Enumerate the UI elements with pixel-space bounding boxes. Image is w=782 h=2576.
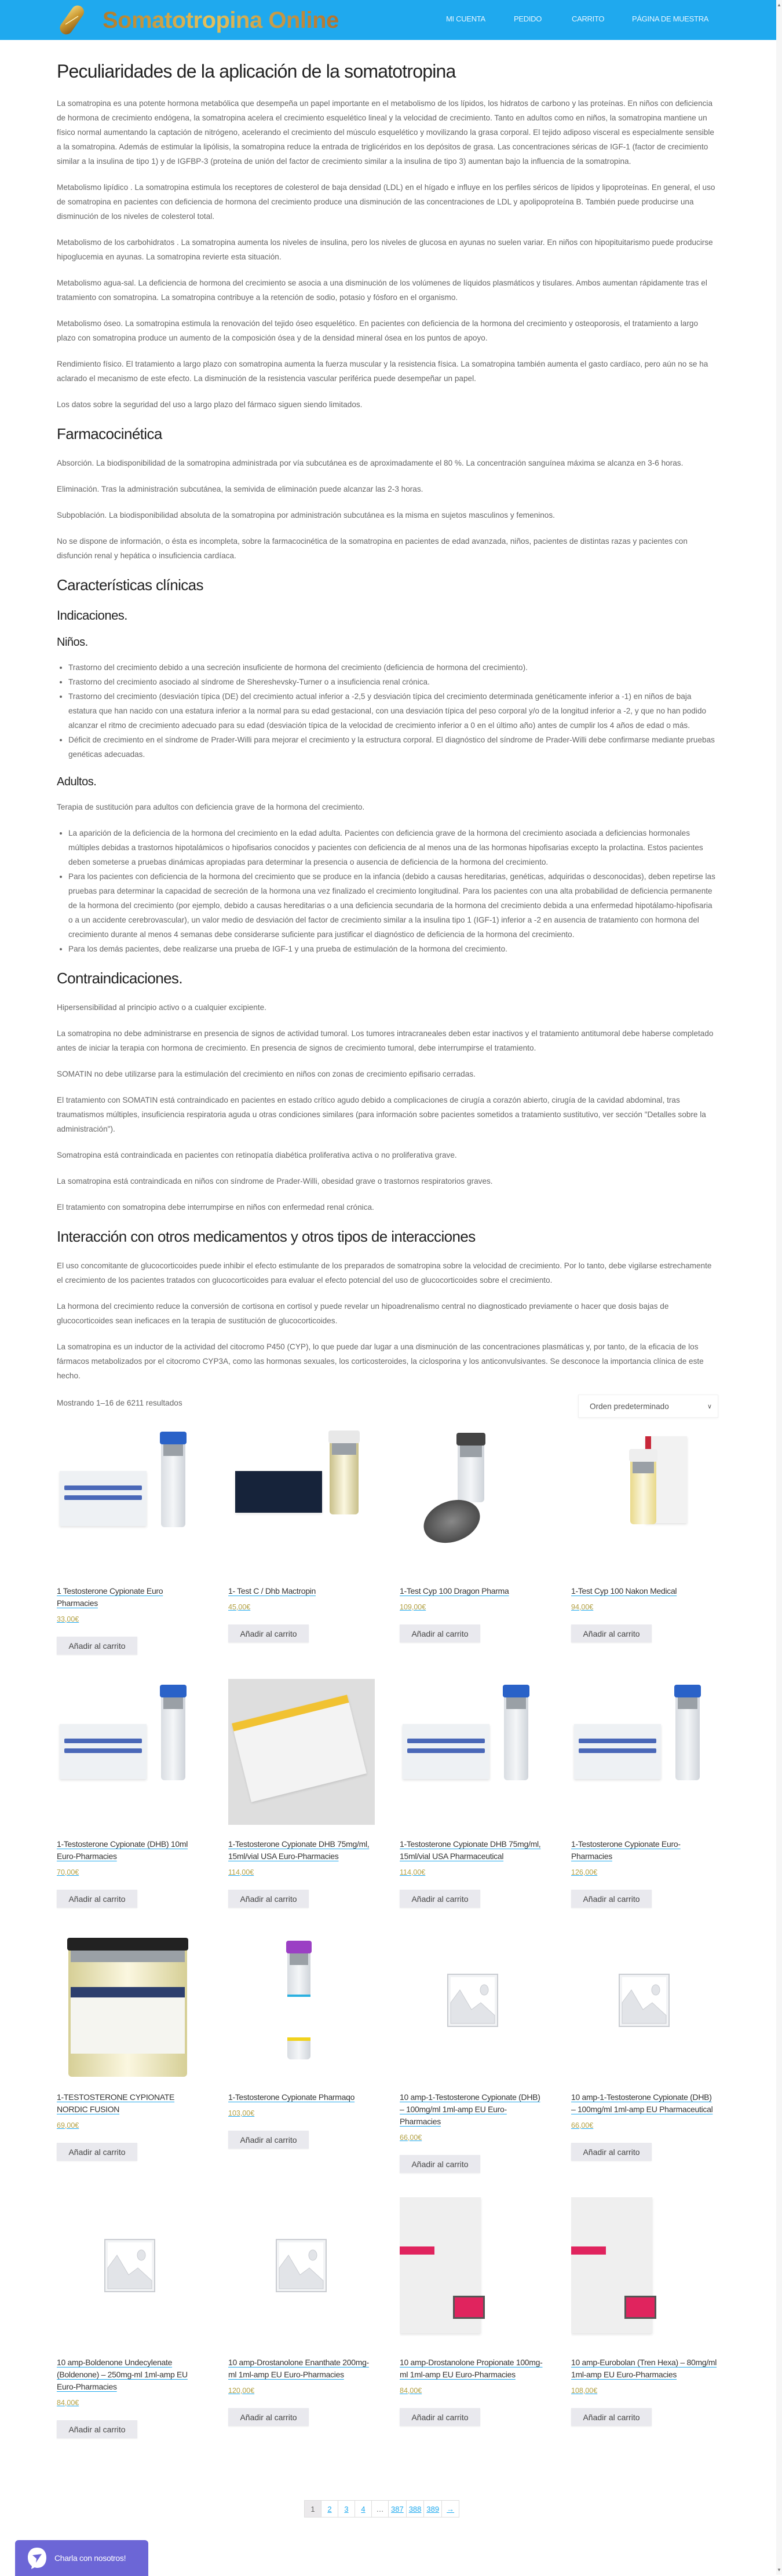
product-card [57,1932,203,2161]
product-box [60,1471,147,1526]
vial-neck [290,1953,308,1965]
box-red-tag [400,2246,434,2255]
product-card [400,1932,546,2173]
product-card [57,2197,203,2438]
paragraph: Metabolismo lipídico . La somatropina estimula los receptores de colesterol de baja densidad (LDL) en el hígado e influye en los perfiles séricos de lípidos y lipoproteínas. En general, el uso de somatropina en pacientes con deficiencia de hormona del crecimiento produce una disminución de las concentraciones de LDL y apolipoproteína B. También puede producirse una disminución de los niveles de colesterol total. [57,183,715,221]
box-label-stripe [407,1748,485,1753]
box-label-stripe [407,1739,485,1743]
chat-button[interactable] [15,2540,148,2576]
page-ellipsis: … [372,2501,389,2517]
vial-cap [503,1685,529,1697]
vial-cap [629,1449,657,1462]
box-label-stripe [64,1485,142,1490]
product-price: 94,00€ [571,1603,594,1611]
vial-shape [630,1449,656,1524]
product-image[interactable] [228,2197,375,2343]
vial-shape [330,1430,359,1514]
product-price: 103,00€ [228,2109,255,2117]
product-card [400,2197,546,2426]
site-header [0,0,776,40]
product-price: 114,00€ [228,1868,254,1876]
product-price: 33,00€ [57,1615,79,1623]
product-price: 114,00€ [400,1868,426,1876]
product-image[interactable] [228,1932,375,2078]
add-to-cart-button[interactable]: Añadir al carrito [400,2155,480,2173]
box-label-stripe [579,1739,656,1743]
image-placeholder-icon [104,2239,155,2292]
product-card [571,1426,718,1642]
product-price: 126,00€ [571,1868,598,1876]
box-label-stripe [64,1739,142,1743]
vial-neck [71,1951,185,1962]
paragraph: No se dispone de información, o ésta es incompleta, sobre la farmacocinética de la somatropina en pacientes de edad avanzada, niños, pacientes de distintas razas y pacientes con disfunción renal y hepática o insuficiencia cardíaca. [57,537,688,560]
product-card [571,1679,718,1908]
orderby-select[interactable] [578,1395,718,1418]
add-to-cart-button[interactable]: Añadir al carrito [228,1890,309,1908]
nav-carrito[interactable]: CARRITO [572,14,605,23]
vial-neck [163,1697,183,1709]
product-card [57,1426,203,1655]
product-card [571,2197,718,2426]
vial-cap [456,1433,485,1446]
product-image[interactable] [571,2197,718,2343]
list-item: • Para los pacientes con deficiencia de la hormona del crecimiento que se produce en la infancia (debido a causas hereditarias, genéticas, adquiridas o desconocidas), deben repetirse las pruebas para determinar la capacidad de secreción de la hormona una vez finalizado el crecimiento longitudinal. Para los pacientes con una alta probabilidad de deficiencia permanente de la hormona del crecimiento (por ejemplo, debido a causas hereditarias o a una deficiencia secundaria de la hormona del crecimiento debida a una enfermedad hipotálamo-hipofisaria o a un accidente cerebrovascular), un valor medio de desviación del factor de crecimiento similar a la insulina tipo 1 (IGF-1) inferior a -2 en ausencia de tratamiento con hormona del crecimiento durante al menos 4 semanas debe considerarse suficiente para justificar el diagnóstico de deficiencia de la hormona del crecimiento. [68,869,718,942]
page-link[interactable]: 3 [338,2501,355,2517]
pk-section [57,456,718,563]
scrollbar[interactable] [776,0,782,2575]
product-card [228,2197,375,2426]
site-logo[interactable] [57,5,339,35]
heading-indicaciones: Indicaciones. [57,608,127,623]
list-item: • Trastorno del crecimiento asociado al síndrome de Shereshevsky-Turner o a insuficiencia renal crónica. [68,675,718,689]
box-pink-label [453,2296,485,2319]
list-item: • Trastorno del crecimiento debido a una secreción insuficiente de hormona del crecimiento (deficiencia de hormona del crecimiento). [68,660,718,675]
list-item: • Déficit de crecimiento en el síndrome de Prader-Willi para mejorar el crecimiento y la estructura corporal. El diagnóstico del síndrome de Prader-Willi debe confirmarse mediante pruebas genéticas adecuadas. [68,733,718,762]
vial-cap [286,1941,312,1953]
add-to-cart-button[interactable]: Añadir al carrito [571,1890,652,1908]
product-title-link[interactable]: 1-Testosterone Cypionate DHB 75mg/ml, 15ml/vial USA Euro-Pharmacies [228,1839,370,1861]
product-image[interactable] [57,1679,203,1825]
page-link[interactable]: 389 [424,2501,442,2517]
adults-list [57,826,718,956]
vial-cap [160,1685,187,1697]
product-card [57,1679,203,1908]
product-card [228,1932,375,2149]
product-image[interactable] [228,1426,375,1572]
add-to-cart-button[interactable]: Añadir al carrito [57,2143,137,2161]
page-current: 1 [305,2501,321,2517]
product-title-link[interactable]: 1-Testosterone Cypionate (DHB) 10ml Euro-Pharmacies [57,1839,188,1861]
add-to-cart-button[interactable]: Añadir al carrito [400,1890,480,1908]
main-content [57,40,718,2438]
product-box [60,1724,147,1779]
add-to-cart-button[interactable]: Añadir al carrito [400,1624,480,1642]
paragraph: La somatropina no debe administrarse en presencia de signos de actividad tumoral. Los tumores intracraneales deben estar inactivos y el tratamiento antitumoral debe haberse completado antes de iniciar la terapia con hormona de crecimiento. En presencia de signos de crecimiento tumoral, debe interrumpirse el tratamiento. [57,1029,714,1052]
contra-section [57,1000,718,1214]
list-item: • La aparición de la deficiencia de la hormona del crecimiento en la edad adulta. Pacientes con deficiencia grave de la hormona del crecimiento asociada a deficiencias hormonales múltiples debidas a trastornos hipotalámicos o hipofisarios conocidos y pacientes con deficiencia de al menos una de las hormonas hipofisarias excepto la prolactina. Estos pacientes deben someterse a pruebas dinámicas apropiadas para determinar la presencia o ausencia de deficiencia de la hormona del crecimiento. [68,826,718,869]
pill-logo-icon [57,5,87,35]
box-pink-label [624,2296,656,2319]
vial-label [71,1987,185,2054]
product-image[interactable] [57,1932,203,2078]
page-link[interactable]: 388 [407,2501,425,2517]
product-price: 45,00€ [228,1603,251,1611]
list-item: • Trastorno del crecimiento (desviación típica (DE) del crecimiento actual inferior a -2,5 y desviación típica del crecimiento determinada genéticamente inferior a -1) en niños de baja estatura que han nacido con una estatura inferior a la normal para su edad gestacional, con una desviación típica del peso corporal y/o de la longitud inferior a -2, y que no han podido alcanzar el ritmo de crecimiento adecuado para su edad (desviación típica de la velocidad de crecimiento inferior a 0 en el último año) antes de cumplir los 4 años de edad o más. [68,689,718,733]
orderby-value: Orden predeterminado [590,1402,669,1411]
vial-neck [163,1444,183,1456]
paragraph: Somatropina está contraindicada en pacientes con retinopatía diabética proliferativa activa o no proliferativa grave. [57,1151,457,1159]
product-image[interactable] [400,1426,546,1572]
product-price: 70,00€ [57,1868,79,1876]
page-link[interactable]: 387 [389,2501,407,2517]
product-price: 84,00€ [400,2387,422,2395]
product-image[interactable] [57,2197,203,2343]
product-price: 66,00€ [400,2134,422,2142]
image-placeholder-icon [276,2239,327,2292]
heading-ninos: Niños. [57,636,88,649]
product-price: 69,00€ [57,2121,79,2129]
vial-shape [161,1432,185,1527]
product-box [403,1724,489,1779]
page-link[interactable]: 4 [355,2501,372,2517]
paragraph: La hormona del crecimiento reduce la conversión de cortisona en cortisol y puede revelar un hipoadrenalismo central no diagnosticado previamente o hacer que dosis bajas de glucocorticoides sean ineficaces en la terapia de sustitución de glucocorticoides. [57,1302,669,1325]
product-title-link[interactable]: 1-Testosterone Cypionate Euro-Pharmacies [571,1839,681,1861]
vial-cap [160,1432,187,1444]
product-card [400,1679,546,1908]
add-to-cart-button[interactable]: Añadir al carrito [57,1890,137,1908]
vial-cap [674,1685,701,1697]
page-title: Peculiaridades de la aplicación de la somatotropina [57,61,456,82]
add-to-cart-button[interactable]: Añadir al carrito [228,2131,309,2149]
product-box [574,1724,661,1779]
paragraph: Metabolismo agua-sal. La deficiencia de hormona del crecimiento se asocia a una disminución de los volúmenes de líquidos plasmáticos y tisulares. Ambos aumentan rápidamente tras el tratamiento con somatropina. La somatropina contribuye a la retención de sodio, potasio y fósforo en el organismo. [57,279,707,302]
add-to-cart-button[interactable]: Añadir al carrito [400,2408,480,2426]
product-title-link[interactable]: 10 amp-1-Testosterone Cypionate (DHB) – 100mg/ml 1ml-amp EU Euro-Pharmacies [400,2092,540,2126]
product-image[interactable] [400,1932,546,2078]
vial-label [287,1995,310,2041]
product-image[interactable] [228,1679,375,1825]
adults-intro: Terapia de sustitución para adultos con deficiencia grave de la hormona del crecimiento. [57,803,365,811]
result-count: Mostrando 1–16 de 6211 resultados [57,1398,182,1407]
paragraph: El tratamiento con SOMATIN está contraindicado en pacientes en estado crítico agudo debido a complicaciones de cirugía a corazón abierto, cirugía de la cavidad abdominal, tras traumatismos múltiples, insuficiencia respiratoria aguda u otras condiciones similares (para información sobre pacientes sometidos a tratamiento sustitutivo, ver sección "Detalles sobre la administración"). [57,1096,706,1133]
vial-neck [506,1697,526,1709]
product-title-link[interactable]: 1-Test Cyp 100 Nakon Medical [571,1586,677,1596]
product-image[interactable] [571,1679,718,1825]
add-to-cart-button[interactable]: Añadir al carrito [57,2420,137,2438]
pagination [304,2500,459,2518]
children-list [57,660,718,762]
product-image[interactable] [400,2197,546,2343]
vial-shape [161,1685,185,1780]
page-next-button[interactable]: → [447,2504,455,2513]
add-to-cart-button[interactable]: Añadir al carrito [571,1624,652,1642]
product-title-link[interactable]: 10 amp-Drostanolone Enanthate 200mg-ml 1ml-amp EU Euro-Pharmacies [228,2358,369,2379]
list-item: • Para los demás pacientes, debe realizarse una prueba de IGF-1 y una prueba de estimulación de la hormona del crecimiento. [68,942,718,956]
vial-neck [460,1446,482,1457]
vial-cap [67,1938,188,1951]
product-price: 66,00€ [571,2121,594,2129]
box-label-stripe [579,1748,656,1753]
add-to-cart-button[interactable]: Añadir al carrito [228,1624,309,1642]
product-price: 108,00€ [571,2387,598,2395]
add-to-cart-button[interactable]: Añadir al carrito [228,2408,309,2426]
heading-interacciones: Interacción con otros medicamentos y otros tipos de interacciones [57,1228,476,1245]
vial-neck [332,1443,356,1455]
scroll-down-arrow-icon[interactable]: ▼ [777,2567,781,2573]
product-title-link[interactable]: 1-Testosterone Cypionate Pharmaqo [228,2092,355,2102]
paragraph: Metabolismo de los carbohidratos . La somatropina aumenta los niveles de insulina, pero los niveles de glucosa en ayunas no suelen variar. En niños con hipopituitarismo puede producirse hipoglucemia en ayunas. La somatropina revierte esta situación. [57,238,713,261]
product-box [235,1471,322,1513]
paragraph: La somatropina es un inductor de la actividad del citocromo P450 (CYP), lo que puede dar lugar a una disminución de las concentraciones plasmáticas y, por tanto, de la eficacia de los fármacos metabolizados por el citocromo CYP3A, como las hormonas sexuales, los corticosteroides, la ciclosporina y los anticonvulsivantes. Se desconoce la importancia clínica de este hecho. [57,1342,704,1380]
paragraph: La somatropina está contraindicada en niños con síndrome de Prader-Willi, obesidad grave o trastornos respiratorios graves. [57,1177,493,1185]
paragraph: SOMATIN no debe utilizarse para la estimulación del crecimiento en niños con zonas de crecimiento epifisario cerradas. [57,1070,476,1078]
paragraph: El uso concomitante de glucocorticoides puede inhibir el efecto estimulante de los preparados de somatropina sobre la velocidad de crecimiento. Por lo tanto, debe vigilarse estrechamente el crecimiento de los pacientes tratados con glucocorticoides para evaluar el efecto potencial del uso de glucocorticoides sobre el crecimiento. [57,1261,712,1285]
product-title-link[interactable]: 1-Test Cyp 100 Dragon Pharma [400,1586,509,1596]
box-label-stripe [64,1748,142,1753]
product-card [228,1426,375,1642]
heading-caracteristicas: Características clínicas [57,576,203,594]
product-image[interactable] [571,1932,718,2078]
logo-text: Somatotropina Online [103,7,339,33]
vial-shape [458,1433,484,1502]
product-box [232,1695,367,1802]
scroll-up-arrow-icon[interactable]: ▲ [777,2,781,8]
vial-neck [678,1697,697,1709]
chat-label: Charla con nosotros! [54,2553,126,2563]
add-to-cart-button[interactable]: Añadir al carrito [571,2143,652,2161]
box-red-tag [571,2246,606,2255]
vial-shape [675,1685,700,1780]
intro-section [57,96,718,412]
vial-shape [504,1685,528,1780]
paragraph: Rendimiento físico. El tratamiento a largo plazo con somatropina aumenta la fuerza muscular y la resistencia física. La somatropina también aumenta el gasto cardíaco, pero aún no se ha aclarado el mecanismo de este efecto. La disminución de la resistencia vascular periférica puede desempeñar un papel. [57,360,708,383]
product-price: 120,00€ [228,2387,255,2395]
paragraph: Hipersensibilidad al principio activo o a cualquier excipiente. [57,1003,266,1012]
image-placeholder-icon [619,1974,670,2027]
product-title-link[interactable]: 10 amp-Eurobolan (Tren Hexa) – 80mg/ml 1ml-amp EU Euro-Pharmacies [571,2358,717,2379]
product-title-link[interactable]: 10 amp-Drostanolone Propionate 100mg-ml 1ml-amp EU Euro-Pharmacies [400,2358,543,2379]
product-title-link[interactable]: 1 Testosterone Cypionate Euro Pharmacies [57,1586,163,1608]
product-image[interactable] [57,1426,203,1572]
paragraph: Los datos sobre la seguridad del uso a largo plazo del fármaco siguen siendo limitados. [57,400,363,409]
paragraph: El tratamiento con somatropina debe interrumpirse en niños con enfermedad renal crónica. [57,1203,374,1212]
product-title-link[interactable]: 1- Test C / Dhb Mactropin [228,1586,316,1596]
paragraph: La somatropina es una potente hormona metabólica que desempeña un papel importante en el metabolismo de los lípidos, los hidratos de carbono y las proteínas. En niños con deficiencia de hormona de crecimiento endógena, la somatropina acelera el crecimiento esquelético lineal y la velocidad de crecimiento. Tanto en adultos como en niños, la somatropina mantiene un físico normal aumentando la captación de nitrógeno, acelerando el crecimiento del músculo esquelético y movilizando la grasa corporal. El tejido adiposo visceral es especialmente sensible a la somatropina. Además de estimular la lipólisis, la somatropina reduce la entrada de triglicéridos en los depósitos de grasa. Las concentraciones séricas de IGF-1 (factor de crecimiento similar a la insulina de tipo 1) y de IGFBP-3 (proteína de unión del factor de crecimiento similar a la insulina de tipo 3) aumentan bajo la influencia de la somatropina. [57,99,714,166]
nav-pedido[interactable]: PEDIDO [514,14,542,23]
paragraph: Eliminación. Tras la administración subcutánea, la semivida de eliminación puede alcanzar las 2-3 horas. [57,485,423,493]
add-to-cart-button[interactable]: Añadir al carrito [571,2408,652,2426]
product-title-link[interactable]: 10 amp-1-Testosterone Cypionate (DHB) – 100mg/ml 1ml-amp EU Pharmaceutical [571,2092,713,2114]
image-placeholder-icon [447,1974,498,2027]
chevron-down-icon: ∨ [707,1403,712,1410]
product-image[interactable] [571,1426,718,1572]
paragraph: Absorción. La biodisponibilidad de la somatropina administrada por vía subcutánea es de aproximadamente el 80 %. La concentración sanguínea máxima se alcanza en 3-6 horas. [57,459,684,467]
paragraph: Metabolismo óseo. La somatropina estimula la renovación del tejido óseo esquelético. En pacientes con deficiencia de la hormona del crecimiento y osteoporosis, el tratamiento a largo plazo con somatropina produce un aumento de la composición ósea y de la densidad mineral ósea en los puntos de apoyo. [57,319,699,342]
product-title-link[interactable]: 1-Testosterone Cypionate DHB 75mg/ml, 15ml/vial USA Pharmaceutical [400,1839,541,1861]
paragraph: Subpoblación. La biodisponibilidad absoluta de la somatropina por administración subcutánea es la misma en sujetos masculinos y femeninos. [57,511,555,519]
heading-contraindicaciones: Contraindicaciones. [57,969,182,987]
page-link[interactable]: 2 [321,2501,338,2517]
add-to-cart-button[interactable]: Añadir al carrito [57,1637,137,1655]
chat-bubble-icon [25,2546,49,2570]
product-image[interactable] [400,1679,546,1825]
product-card [571,1932,718,2161]
nav-pagina-de-muestra[interactable]: PÁGINA DE MUESTRA [632,14,709,23]
heading-farmacocinetica: Farmacocinética [57,425,162,442]
vial-neck [633,1462,654,1473]
product-price: 84,00€ [57,2399,79,2407]
heading-adultos: Adultos. [57,775,97,788]
nav-mi-cuenta[interactable]: MI CUENTA [446,14,485,23]
box-label-stripe [64,1495,142,1500]
product-title-link[interactable]: 1-TESTOSTERONE CYPIONATE NORDIC FUSION [57,2092,175,2114]
product-card [228,1679,375,1908]
product-price: 109,00€ [400,1603,426,1611]
product-title-link[interactable]: 10 amp-Boldenone Undecylenate (Boldenone) – 250mg-ml 1ml-amp EU Euro-Pharmacies [57,2358,188,2391]
vial-cap [328,1430,360,1443]
shop-toolbar [57,1395,718,1418]
product-grid [57,1426,718,2438]
product-card [400,1426,546,1642]
interactions-section [57,1258,718,1383]
